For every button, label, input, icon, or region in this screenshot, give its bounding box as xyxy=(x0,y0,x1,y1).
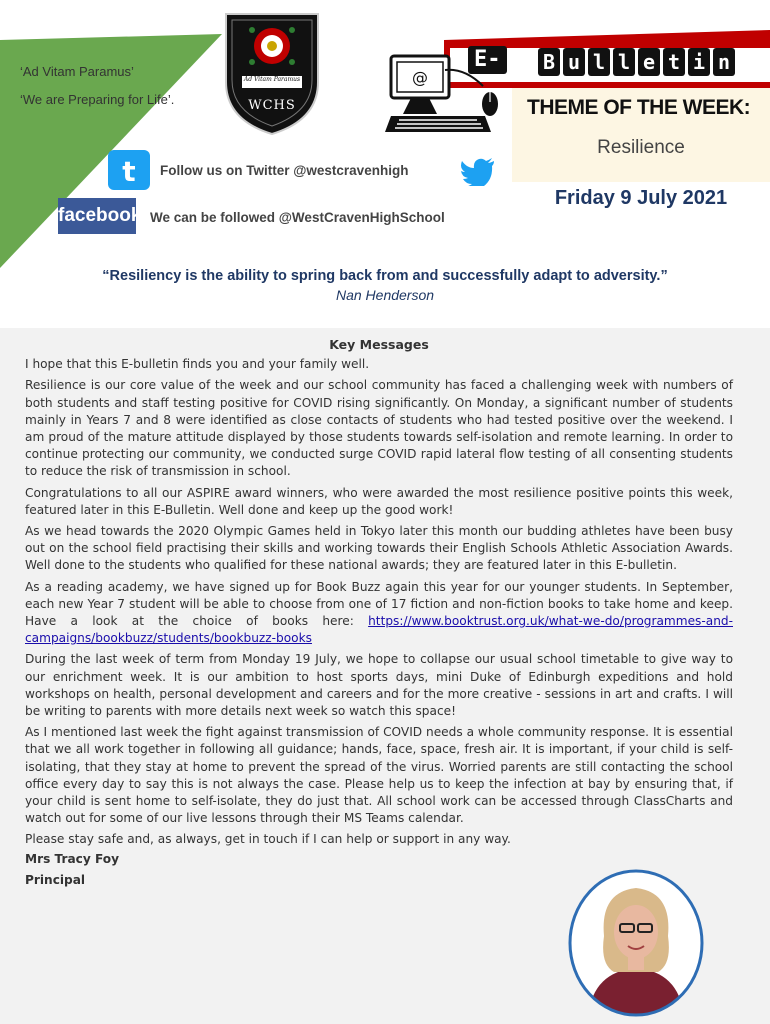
ebulletin-letter: l xyxy=(588,48,610,76)
theme-heading: THEME OF THE WEEK: xyxy=(527,96,751,119)
twitter-logo-icon[interactable] xyxy=(108,150,150,190)
computer-icon xyxy=(385,50,510,138)
facebook-follow-text[interactable]: We can be followed @WestCravenHighSchool xyxy=(150,210,445,225)
motto-english: ‘We are Preparing for Life’. xyxy=(20,92,175,107)
bookbuzz-text: As a reading academy, we have signed up for Book Buzz again this year for our younger students. In September, each new Year 7 student will be able to choose from one of 17 fiction and non-fiction books to take home and keep. Have a look at the choice of books here: xyxy=(25,579,733,629)
quote-text: “Resiliency is the ability to spring back from and successfully adapt to adversity.” xyxy=(102,268,668,284)
ebulletin-letter: l xyxy=(613,48,635,76)
ebulletin-letter: n xyxy=(713,48,735,76)
crest-banner: Ad Vitam Paramus xyxy=(243,76,301,83)
crest-text: WCHS xyxy=(248,98,296,113)
bookbuzz-link[interactable]: https://www.booktrust.org.uk/what-we-do/programmes-and-campaigns/bookbuzz/students/bookbuzz-books xyxy=(25,614,733,646)
paragraph-closing: Please stay safe and, as always, get in touch if I can help or support in any way. xyxy=(25,832,511,847)
ebulletin-letter: i xyxy=(688,48,710,76)
signature-role: Principal xyxy=(25,872,86,887)
bulletin-date: Friday 9 July 2021 xyxy=(554,187,728,209)
ebulletin-letter: e xyxy=(638,48,660,76)
key-messages-text xyxy=(25,336,733,893)
ebulletin-letter: B xyxy=(538,48,560,76)
crest-icon xyxy=(224,12,320,136)
motto-latin: ‘Ad Vitam Paramus’ xyxy=(20,64,134,79)
ebulletin-letter: t xyxy=(663,48,685,76)
svg-text:@: @ xyxy=(412,68,428,87)
signature-name: Mrs Tracy Foy xyxy=(25,851,120,866)
paragraph-bookbuzz xyxy=(25,579,733,648)
svg-text:t: t xyxy=(122,155,136,188)
ebulletin-title xyxy=(538,48,735,76)
paragraph-enrichment: During the last week of term from Monday 19 July, we hope to collapse our usual school timetable to give way to our enrichment week. It is our ambition to host sports days, mini Duke of Edinburgh expeditions and hold workshops on health, personal development and careers and for the more creative - sessions in art and crafts. I will be writing to parents with more details next week so watch this space! xyxy=(25,652,733,719)
paragraph-resilience: Resilience is our core value of the week and our school community has faced a challenging week with numbers of both students and staff testing positive for COVID rising significantly. On Monday, a significant number of students mainly in Years 7 and 8 were identified as close contacts of students who had tested positive over the weekend. I am proud of the mature attitude displayed by those students towards self-isolation and remote learning. In order to continue protecting our community, we conducted surge COVID rapid lateral flow testing of all consenting students to reduce the risk of transmission in school. xyxy=(25,378,733,479)
key-messages-heading: Key Messages xyxy=(329,337,429,352)
twitter-follow-text[interactable]: Follow us on Twitter @westcravenhigh xyxy=(160,163,409,178)
paragraph-aspire: Congratulations to all our ASPIRE award winners, who were awarded the most resilience positive points this week, featured later in this E-Bulletin. Well done and keep up the good work! xyxy=(25,485,733,517)
paragraph-intro: I hope that this E-bulletin finds you and your family well. xyxy=(25,357,370,372)
theme-value: Resilience xyxy=(597,137,685,158)
ebulletin-letter: u xyxy=(563,48,585,76)
principal-photo xyxy=(566,868,706,1018)
twitter-bird-icon xyxy=(460,158,496,186)
quote-author: Nan Henderson xyxy=(335,287,435,303)
paragraph-olympics: As we head towards the 2020 Olympic Games held in Tokyo later this month our budding athletes have been busy out on the school field practising their skills and working towards their English Schools Athletic Association Awards. Well done to the students who qualified for these national awards; they are featured later in this E-bulletin. xyxy=(25,524,733,573)
facebook-logo-icon[interactable]: facebook xyxy=(58,198,136,234)
paragraph-covid: As I mentioned last week the fight against transmission of COVID needs a whole community response. It is essential that we all work together in following all guidance; hands, face, space, fresh air. It is important, if your child is self-isolating, that they stay at home to prevent the spread of the virus. Worried parents are still contacting the school office every day to say this is not always the case. Please help us to keep the infection at bay by ensuring that, if your child is sent home to self-isolate, they do just that. All school work can be accessed through ClassCharts and watch out for some of our live lessons through their MS Teams calendar. xyxy=(25,725,733,826)
ebulletin-prefix: E- xyxy=(468,46,507,74)
